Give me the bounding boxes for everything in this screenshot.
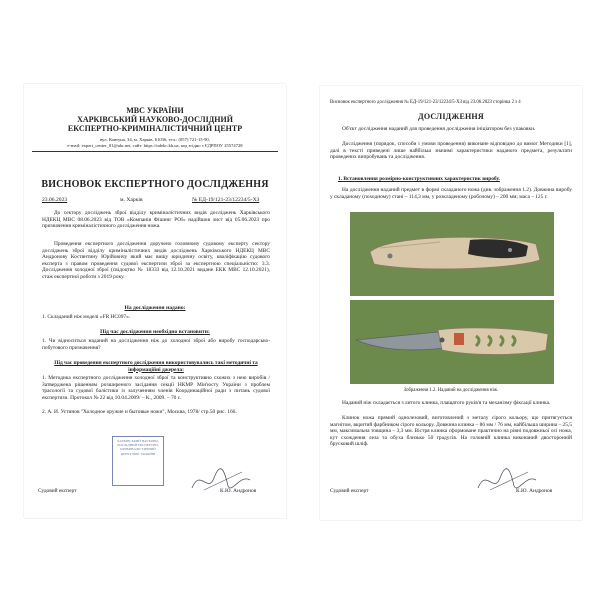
signer-name: К.Ю. Андронов (220, 488, 257, 494)
heading-question: Під час дослідження необхідно встановити: (100, 329, 210, 335)
submitted-item: 1. Складаний ніж моделі «FR HC097». (42, 314, 131, 320)
page-2 (320, 86, 582, 520)
header-divider (32, 151, 278, 152)
knife-photo-closed (350, 212, 554, 296)
closed-knife-image (350, 212, 554, 296)
document-city: м. Харків (120, 197, 143, 203)
document-date: 23.06.2023 (42, 197, 68, 203)
paragraph-method: Дослідження (порядок, способи і умови проведення) виконане відповідно до вимог Методики [1], далі в тексті приведені лише найбільш значимі характеристики наданого предмета, результати проведених випробувань та дослідження. (330, 141, 572, 161)
section-title: ДОСЛІДЖЕННЯ (418, 112, 484, 121)
paragraph-request: До сектору досліджень зброї відділу криміналістичних видів досліджень Харківського НДЕКЦ МВС 08.06.2023 від ТОВ «Компанія Фішинг РОІ» надійшов лист від 05.06.2023 про призначення криміналістичного дослідження ножа. (42, 210, 270, 230)
photo-caption: Зображення 1.2. Наданий на дослідження ніж. (403, 388, 499, 393)
contacts: e-mail: expert_center_01@ukr.net, сайт: https://ndekc.kh.ua, код згідно з ЄДРПОУ 25574728 (67, 143, 243, 148)
paragraph-blade: Клинок ножа прямий однолезовий, виготовлений з металу сірого кольору, що притягується магнітом, вкритий фарбником сірого кольору. Довжина клинка – 86 мм / 76 мм, найбільша ширина – 25,5 мм, максимальна товщина – 3,3 мм. Вістря клинка сформоване практично на рівні подовжньої осі ножа, кут схождення леза та обуха близько 50 градусів. На головній клинка виконаний двосторонній брусковий шліф. (330, 415, 572, 448)
official-stamp (112, 436, 164, 486)
org-line-3: ЕКСПЕРТНО-КРИМІНАЛІСТИЧНИЙ ЦЕНТР (67, 124, 243, 133)
signer-role: Судовий експерт (38, 488, 77, 494)
heading-measurements: 1. Встановлення розмірно-конструктивних характеристик виробу. (338, 176, 500, 182)
org-line-1: МВС УКРАЇНИ (126, 106, 184, 115)
signer-role-page-2: Судовий експерт (330, 488, 369, 494)
method-1: 1. Методика експертного дослідження холодної зброї та конструктивно схожих з нею виробів /Затверджена рішенням розширеного засідання секції НКМР Мін'юсту України з проблем трасології та судової балістики із залученням членів Координаційної ради з питань судової експертизи. Протокол № 22 від 10.04.2009/ – К., 2009. – 70 с. (42, 375, 270, 401)
knife-photo-open (350, 300, 554, 384)
org-line-2: ХАРКІВСЬКИЙ НАУКОВО-ДОСЛІДНИЙ (77, 115, 233, 124)
method-2: 2. А. И. Устинов "Холодное оружие и бытовые ножи", Москва, 1978/ стр.50 рис. 166. (42, 409, 237, 415)
running-head: Висновок експертного дослідження № ЕД-19/121-23/12234/5-ХЗ від 23.06.2023 сторінка 2 з 4 (330, 100, 521, 105)
paragraph-object: Об'єкт дослідження наданий для проведення дослідження ініціатором без упаковки. (342, 126, 536, 132)
address: вул. Ковтуна, 34, м. Харків, 61036, тел.: (057) 721-15-90, (100, 137, 210, 142)
heading-methods: Під час проведення експертного дослідження використовувались такі методичні та інформаційні джерела: (54, 360, 258, 373)
question-item: 1. Чи відноситься наданий на дослідження ніж до холодної зброї або виробу господарсько-побутового призначення? (42, 338, 270, 351)
page-1 (24, 84, 286, 518)
heading-submitted: На дослідження надано: (124, 305, 186, 311)
paragraph-composition: Наданий ніж складається з литого клинка, плащатого руків'я та механізму фіксації клинка. (342, 400, 551, 406)
paragraph-dimensions: На дослідження наданий предмет в формі складаного ножа (див. зображення 1.2). Довжина виробу у складаному (походному) стані – 114,3 мм, у розкладеному (робочому) – 200 мм; маса – 125 г. (330, 187, 572, 200)
document-number: № ЕД-19/121-23/12234/5-ХЗ (192, 197, 260, 203)
stamp-text: ХАРКІВСЬКИЙ НАУКОВО-ДОСЛІДНИЙ ЕКСПЕРТНО-КРИМІНАЛІСТИЧНИЙ ЦЕНТР МВС УКРАЇНИ (116, 439, 160, 456)
signer-name-page-2: К.Ю. Андронов (516, 488, 553, 494)
document-title: ВИСНОВОК ЕКСПЕРТНОГО ДОСЛІДЖЕННЯ (41, 179, 269, 190)
open-knife-image (350, 300, 554, 384)
paragraph-expert: Проведення експертного дослідження доручено головному судовому експерту сектору досліджень зброї відділу криміналістичних видів досліджень Харківського НДЕКЦ МВС Андронову Костянтину Юрійовичу який має вищу юридичну освіту, кваліфікацію судового експерта з правом проведення судової експертизи зброї за експертною спеціальністю: 3.3. Дослідження холодної зброї (свідоцтво № 18333 від 12.10.2021 видане ЕКК МВС 12.10.2021), стаж експертної роботи з 2019 року. (42, 241, 270, 280)
